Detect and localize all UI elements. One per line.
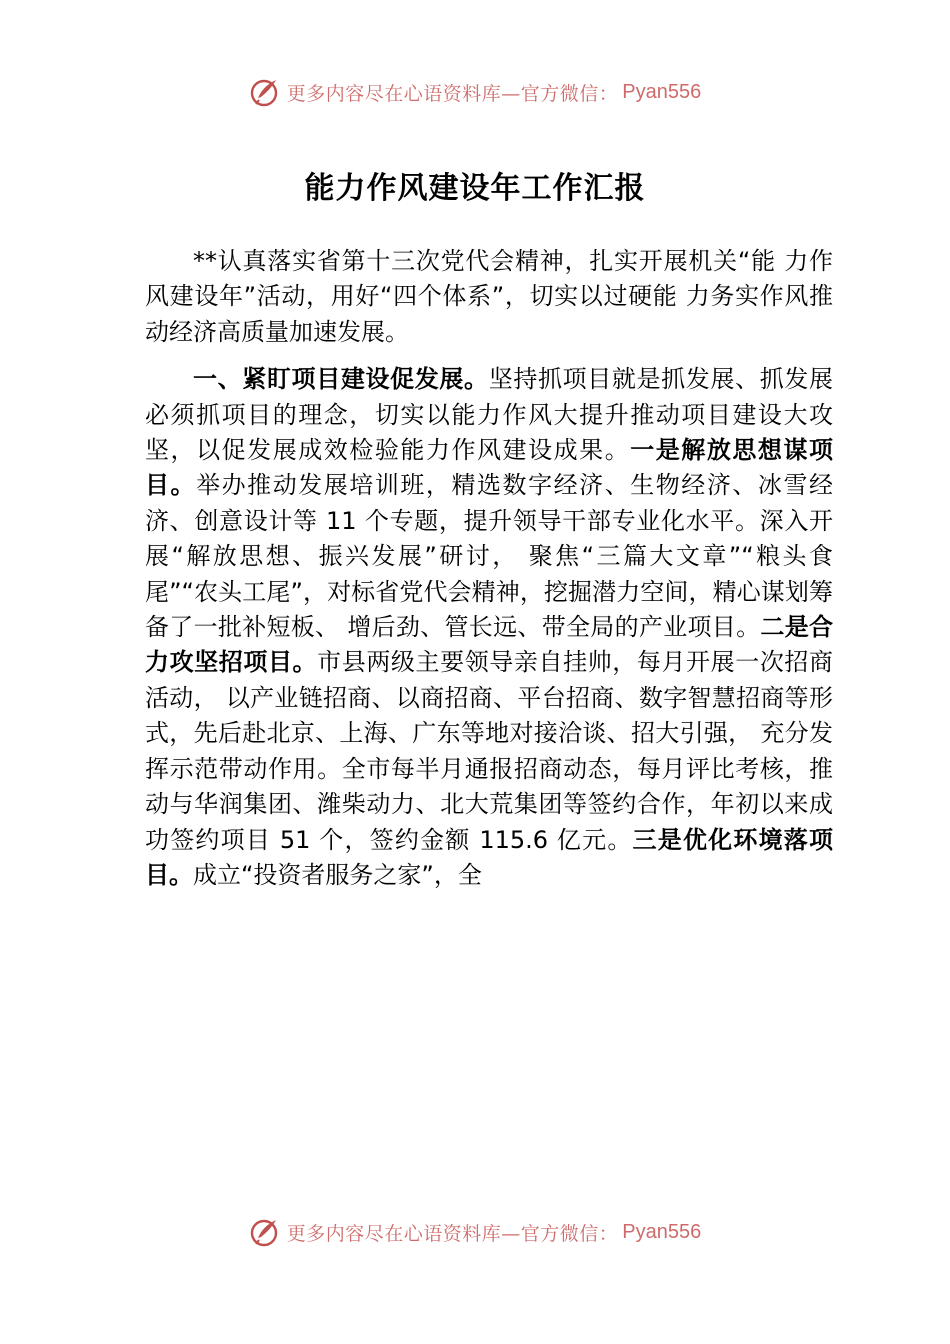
- text-run: 市县两级主要领导亲自挂帅，每月开展一次招商活动， 以产业链招商、以商招商、平台招商、数字智慧招商等形式，先后赴北京、上海、广东等地对接洽谈、招大引强， 充分发挥示范带动作用。全市每半月通报招商动态，每月评比考核，推动与华润集团、潍柴动力、北大荒集团等签约合作，年初以来成功签约项目 51 个，签约金额 115.6 亿元。: [145, 648, 834, 854]
- document-body: [145, 244, 833, 893]
- banner-text: 更多内容尽在心语资料库—官方微信：: [286, 82, 619, 105]
- document-title: 能力作风建设年工作汇报: [304, 171, 646, 206]
- banner-wechat-id: Pyan556: [622, 1220, 702, 1243]
- banner-wechat-id: Pyan556: [622, 80, 702, 103]
- footer-banner: [0, 1214, 950, 1250]
- text-run: **认真落实省第十三次党代会精神，扎实开展机关“能 力作风建设年”活动，用好“四个体系”，切实以过硬能 力务实作风推动经济高质量加速发展。: [145, 247, 833, 346]
- subsection-heading: 二是合力攻坚招项目。: [145, 613, 833, 677]
- text-run: 坚持抓项目就是抓发展、抓发展必须抓项目的理念，切实以能力作风大提升推动项目建设大攻坚，以促发展成效检验能力作风建设成果。: [145, 365, 834, 465]
- banner-text: 更多内容尽在心语资料库—官方微信：: [286, 1222, 619, 1245]
- header-banner: [0, 74, 950, 110]
- section-heading: 一、紧盯项目建设促发展。: [193, 365, 489, 394]
- quill-seal-logo-icon: [249, 1216, 281, 1248]
- text-run: 成立“投资者服务之家”，全: [193, 860, 482, 889]
- paragraph-section-one: [145, 362, 833, 893]
- text-run: 举办推动发展培训班，精选数字经济、生物经济、冰雪经济、创意设计等 11 个专题，提升领导干部专业化水平。深入开展“解放思想、振兴发展”研讨， 聚焦“三篇大文章”“粮头食尾”“农头工尾”，对标省党代会精神，挖掘潜力空间，精心谋划筹备了一批补短板、 增后劲、管长远、带全局的产业项目。: [145, 471, 833, 642]
- subsection-heading: 一是解放思想谋项目。: [145, 436, 834, 500]
- quill-seal-logo-icon: [249, 76, 281, 108]
- subsection-heading: 三是优化环境落项目。: [145, 825, 833, 889]
- paragraph-intro: [145, 244, 833, 350]
